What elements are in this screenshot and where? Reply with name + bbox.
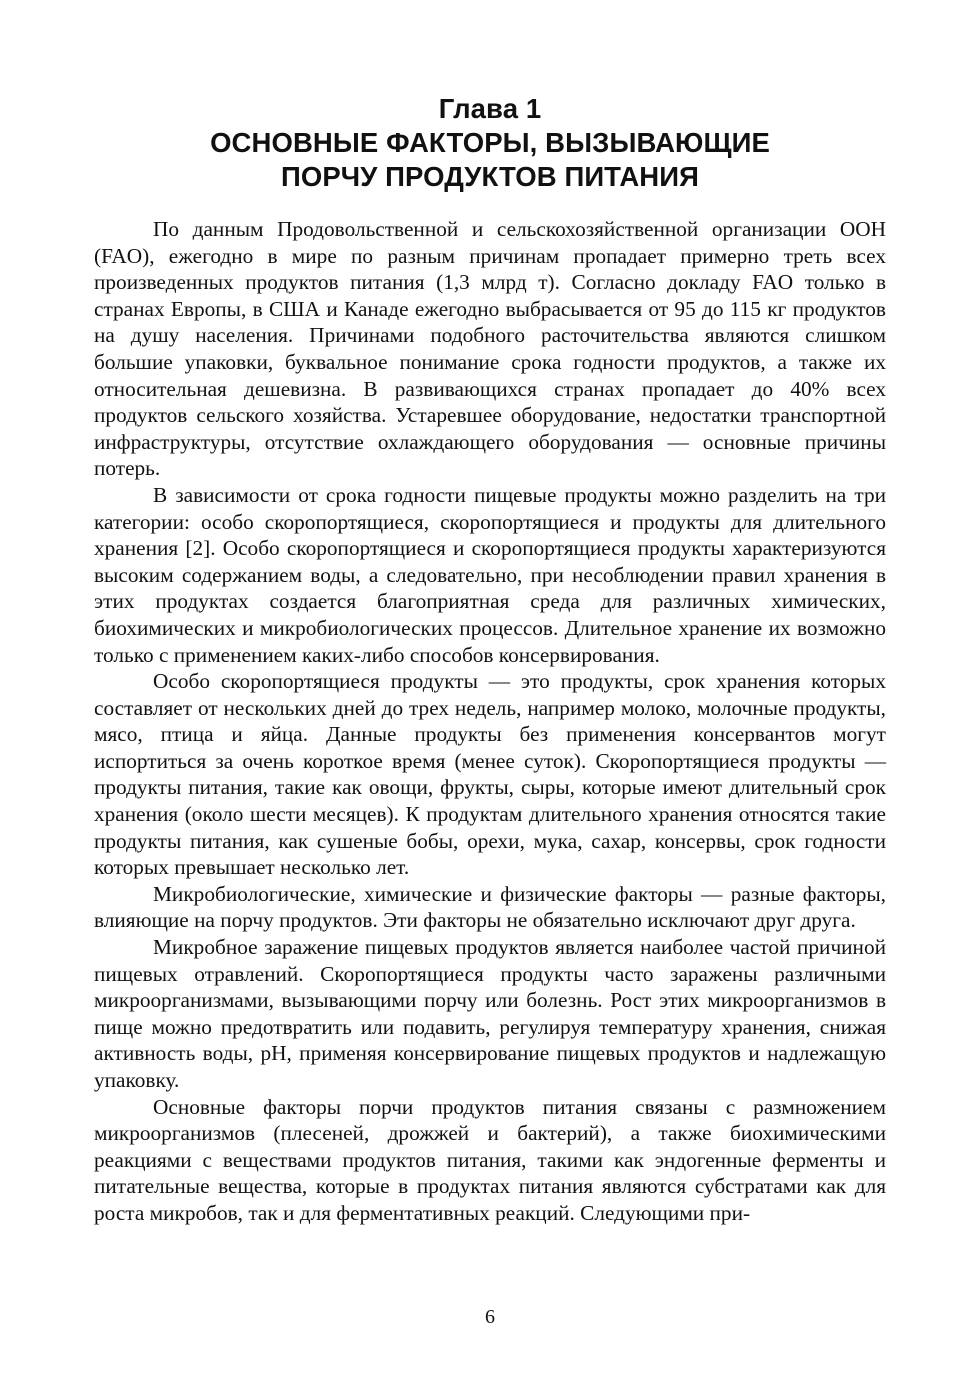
chapter-label: Глава 1 bbox=[438, 93, 542, 124]
chapter-heading bbox=[94, 92, 886, 194]
paragraph: Микробное заражение пищевых продуктов является наиболее частой причиной пищевых отравлений. Скоропортящиеся продукты часто заражены различными микроорганизмами, вызывающими порчу или болезнь. Рост этих микроорганизмов в пище можно предотвратить или подавить, регулируя температуру хранения, снижая активность воды, pH, применяя консервирование пищевых продуктов и надлежащую упаковку. bbox=[94, 935, 886, 1092]
chapter-title-line-1: ОСНОВНЫЕ ФАКТОРЫ, ВЫЗЫВАЮЩИЕ bbox=[210, 127, 770, 158]
paragraph: Микробиологические, химические и физические факторы — разные факторы, влияющие на порчу продуктов. Эти факторы не обязательно исключают друг друга. bbox=[94, 881, 886, 933]
page-number: 6 bbox=[485, 1306, 495, 1328]
paragraph: В зависимости от срока годности пищевые продукты можно разделить на три категории: особо скоропортящиеся, скоропортящиеся и продукты для длительного хранения [2]. Особо скоропортящиеся и скоропортящиеся продукты характеризуются высоким содержанием воды, а следовательно, при несоблюдении правил хранения в этих продуктах создается благоприятная среда для различных химических, биохимических и микробиологических процессов. Длительное хранение их возможно только с применением каких-либо способов консервирования. bbox=[94, 482, 886, 667]
chapter-title-line-2: ПОРЧУ ПРОДУКТОВ ПИТАНИЯ bbox=[281, 161, 699, 192]
paragraph: Основные факторы порчи продуктов питания связаны с размножением микроорганизмов (плесеней, дрожжей и бактерий), а также биохимическими реакциями с веществами продуктов питания, такими как эндогенные ферменты и питательные вещества, которые в продуктах питания являются субстратами как для роста микробов, так и для ферментативных реакций. Следующими при- bbox=[94, 1094, 886, 1225]
paragraph: По данным Продовольственной и сельскохозяйственной организации ООН (FAO), ежегодно в мире по разным причинам пропадает примерно треть всех произведенных продуктов питания (1,3 млрд т). Согласно докладу FAO только в странах Европы, в США и Канаде ежегодно выбрасывается от 95 до 115 кг продуктов на душу населения. Причинами подобного расточительства являются слишком большие упаковки, буквальное понимание срока годности продуктов, а также их относительная дешевизна. В развивающихся странах пропадает до 40% всех продуктов сельского хозяйства. Устаревшее оборудование, недостатки транспортной инфраструктуры, отсутствие охлаждающего оборудования — основные причины потерь. bbox=[94, 217, 886, 481]
paragraph: Особо скоропортящиеся продукты — это продукты, срок хранения которых составляет от нескольких дней до трех недель, например молоко, молочные продукты, мясо, птица и яйца. Данные продукты без применения консервантов могут испортиться за очень короткое время (менее суток). Скоропортящиеся продукты — продукты питания, такие как овощи, фрукты, сыры, которые имеют длительный срок хранения (около шести месяцев). К продуктам длительного хранения относятся такие продукты питания, как сушеные бобы, орехи, мука, сахар, консервы, срок годности которых превышает несколько лет. bbox=[94, 669, 886, 880]
body-text bbox=[94, 216, 886, 1227]
